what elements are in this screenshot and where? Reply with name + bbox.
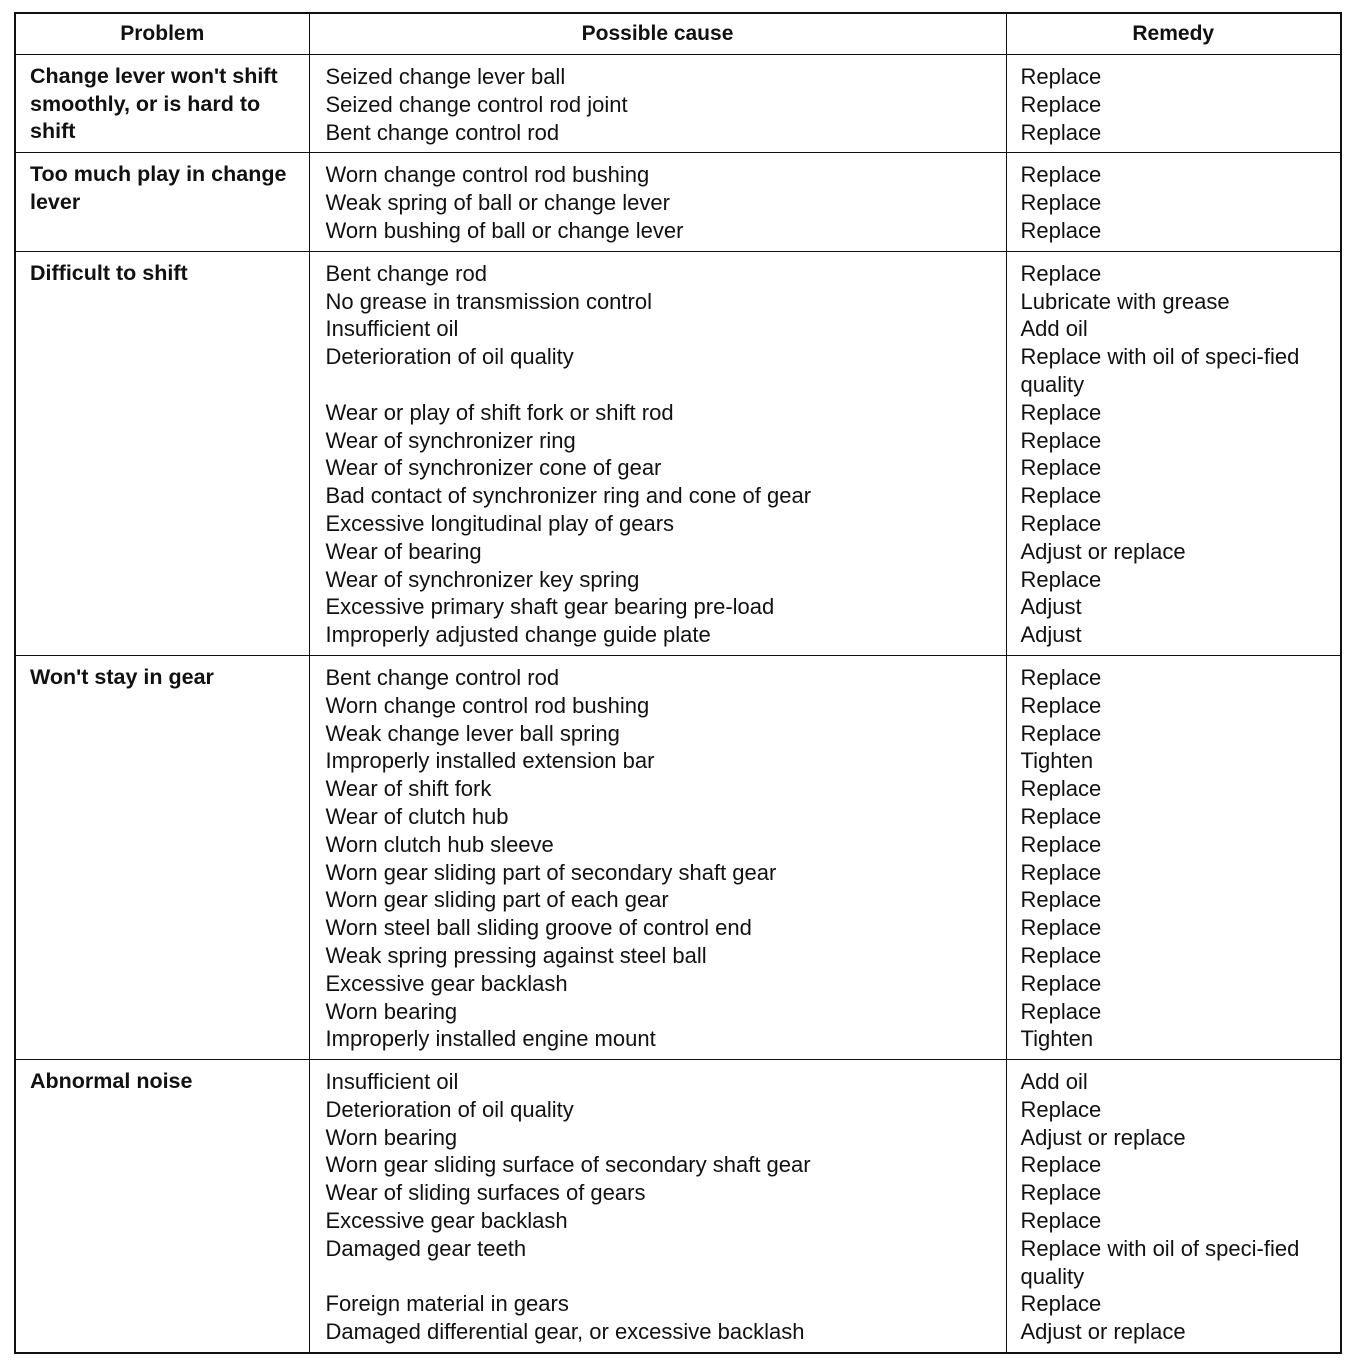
cause-line: Insufficient oil [325, 316, 459, 342]
remedy-line: Adjust or replace [1020, 1124, 1186, 1150]
table-row [15, 251, 1341, 655]
remedy-line: Replace [1020, 455, 1102, 481]
remedy-line: Replace [1020, 720, 1102, 746]
remedy-line: Replace [1020, 483, 1102, 509]
remedy-cell [1006, 251, 1341, 655]
table-row [15, 1060, 1341, 1353]
cause-line: Worn gear sliding part of secondary shaft gear [325, 859, 777, 885]
cause-line: Worn change control rod bushing [325, 692, 650, 718]
cause-line: Worn steel ball sliding groove of control end [325, 915, 752, 941]
cause-cell [309, 153, 1006, 251]
remedy-line: Replace [1020, 1208, 1102, 1234]
cause-line: Damaged differential gear, or excessive backlash [325, 1319, 805, 1345]
remedy-line: Tighten [1020, 1026, 1094, 1052]
remedy-line: Replace [1020, 91, 1102, 117]
cause-line: Wear of sliding surfaces of gears [325, 1180, 646, 1206]
remedy-line: Replace [1020, 1180, 1102, 1206]
cause-line: Wear or play of shift fork or shift rod [325, 399, 674, 425]
remedy-cell [1006, 655, 1341, 1059]
cause-line: Damaged gear teeth [325, 1235, 527, 1261]
remedy-line: Replace [1020, 260, 1102, 286]
cause-line: Insufficient oil [325, 1069, 459, 1095]
problem-cell: Change lever won't shift smoothly, or is hard to shift [15, 55, 309, 153]
remedy-line: Replace [1020, 915, 1102, 941]
cause-line: Seized change control rod joint [325, 91, 628, 117]
remedy-line: Replace [1020, 399, 1102, 425]
cause-line: No grease in transmission control [325, 288, 652, 314]
cause-line: Excessive gear backlash [325, 970, 568, 996]
header-row [15, 13, 1341, 55]
remedy-line: Replace [1020, 831, 1102, 857]
problem-cell: Difficult to shift [15, 251, 309, 655]
cause-cell [309, 55, 1006, 153]
cause-line: Improperly installed engine mount [325, 1026, 656, 1052]
cause-line: Bad contact of synchronizer ring and cone of gear [325, 483, 812, 509]
cause-cell [309, 251, 1006, 655]
remedy-line: Replace [1020, 119, 1102, 145]
table-row [15, 55, 1341, 153]
remedy-cell [1006, 55, 1341, 153]
remedy-line: Replace [1020, 190, 1102, 216]
header-problem: Problem [15, 13, 309, 55]
remedy-line: Replace [1020, 510, 1102, 536]
remedy-line: Replace with oil of speci-fied quality [1020, 344, 1300, 397]
remedy-line: Adjust [1020, 622, 1082, 648]
cause-line: Worn change control rod bushing [325, 162, 650, 188]
cause-line: Worn bearing [325, 1124, 458, 1150]
cause-line: Worn gear sliding surface of secondary shaft gear [325, 1152, 811, 1178]
table-body [15, 55, 1341, 1354]
cause-line: Weak spring of ball or change lever [325, 190, 670, 216]
remedy-line: Replace [1020, 64, 1102, 89]
cause-line: Deterioration of oil quality [325, 1096, 574, 1122]
cause-line: Worn bearing [325, 998, 458, 1024]
remedy-line: Lubricate with grease [1020, 288, 1230, 314]
cause-line: Bent change control rod [325, 664, 560, 690]
troubleshooting-table [14, 12, 1342, 1354]
remedy-line: Replace [1020, 970, 1102, 996]
cause-line: Improperly adjusted change guide plate [325, 622, 711, 648]
remedy-line: Replace [1020, 998, 1102, 1024]
header-possible-cause: Possible cause [309, 13, 1006, 55]
cause-line: Bent change control rod [325, 119, 560, 145]
header-remedy: Remedy [1006, 13, 1341, 55]
remedy-line: Adjust or replace [1020, 538, 1186, 564]
cause-line: Worn clutch hub sleeve [325, 831, 554, 857]
cause-line: Improperly installed extension bar [325, 748, 655, 774]
remedy-line: Replace [1020, 776, 1102, 802]
cause-line: Seized change lever ball [325, 64, 566, 89]
remedy-line: Add oil [1020, 316, 1088, 342]
remedy-line: Replace [1020, 427, 1102, 453]
cause-line: Wear of synchronizer ring [325, 427, 576, 453]
cause-line: Weak spring pressing against steel ball [325, 942, 707, 968]
remedy-line: Adjust or replace [1020, 1319, 1186, 1345]
remedy-cell [1006, 153, 1341, 251]
remedy-line: Replace with oil of speci-fied quality [1020, 1235, 1300, 1289]
remedy-line: Replace [1020, 566, 1102, 592]
problem-cell: Too much play in change lever [15, 153, 309, 251]
table-row [15, 153, 1341, 251]
remedy-line: Replace [1020, 942, 1102, 968]
cause-line: Excessive longitudinal play of gears [325, 510, 675, 536]
remedy-line: Replace [1020, 859, 1102, 885]
cause-line: Foreign material in gears [325, 1291, 569, 1317]
cause-line: Deterioration of oil quality [325, 344, 574, 370]
cause-line: Excessive gear backlash [325, 1208, 568, 1234]
cause-line: Weak change lever ball spring [325, 720, 620, 746]
remedy-line: Replace [1020, 664, 1102, 690]
remedy-line: Tighten [1020, 748, 1094, 774]
remedy-line: Add oil [1020, 1069, 1088, 1095]
cause-cell [309, 1060, 1006, 1353]
remedy-line: Replace [1020, 1291, 1102, 1317]
remedy-line: Replace [1020, 1096, 1102, 1122]
cause-line: Wear of clutch hub [325, 803, 509, 829]
remedy-line: Replace [1020, 162, 1102, 188]
remedy-cell [1006, 1060, 1341, 1353]
cause-line: Wear of synchronizer cone of gear [325, 455, 662, 481]
remedy-line: Replace [1020, 1152, 1102, 1178]
remedy-line: Replace [1020, 887, 1102, 913]
cause-line: Wear of bearing [325, 538, 482, 564]
remedy-line: Replace [1020, 803, 1102, 829]
cause-line: Wear of shift fork [325, 776, 492, 802]
cause-line: Bent change rod [325, 260, 487, 286]
problem-cell: Abnormal noise [15, 1060, 309, 1353]
remedy-line: Adjust [1020, 594, 1082, 620]
problem-cell: Won't stay in gear [15, 655, 309, 1059]
cause-line: Worn bushing of ball or change lever [325, 217, 684, 243]
cause-line: Worn gear sliding part of each gear [325, 887, 669, 913]
remedy-line: Replace [1020, 217, 1102, 243]
cause-cell [309, 655, 1006, 1059]
table-row [15, 655, 1341, 1059]
cause-line: Wear of synchronizer key spring [325, 566, 640, 592]
cause-line: Excessive primary shaft gear bearing pre-load [325, 594, 775, 620]
remedy-line: Replace [1020, 692, 1102, 718]
